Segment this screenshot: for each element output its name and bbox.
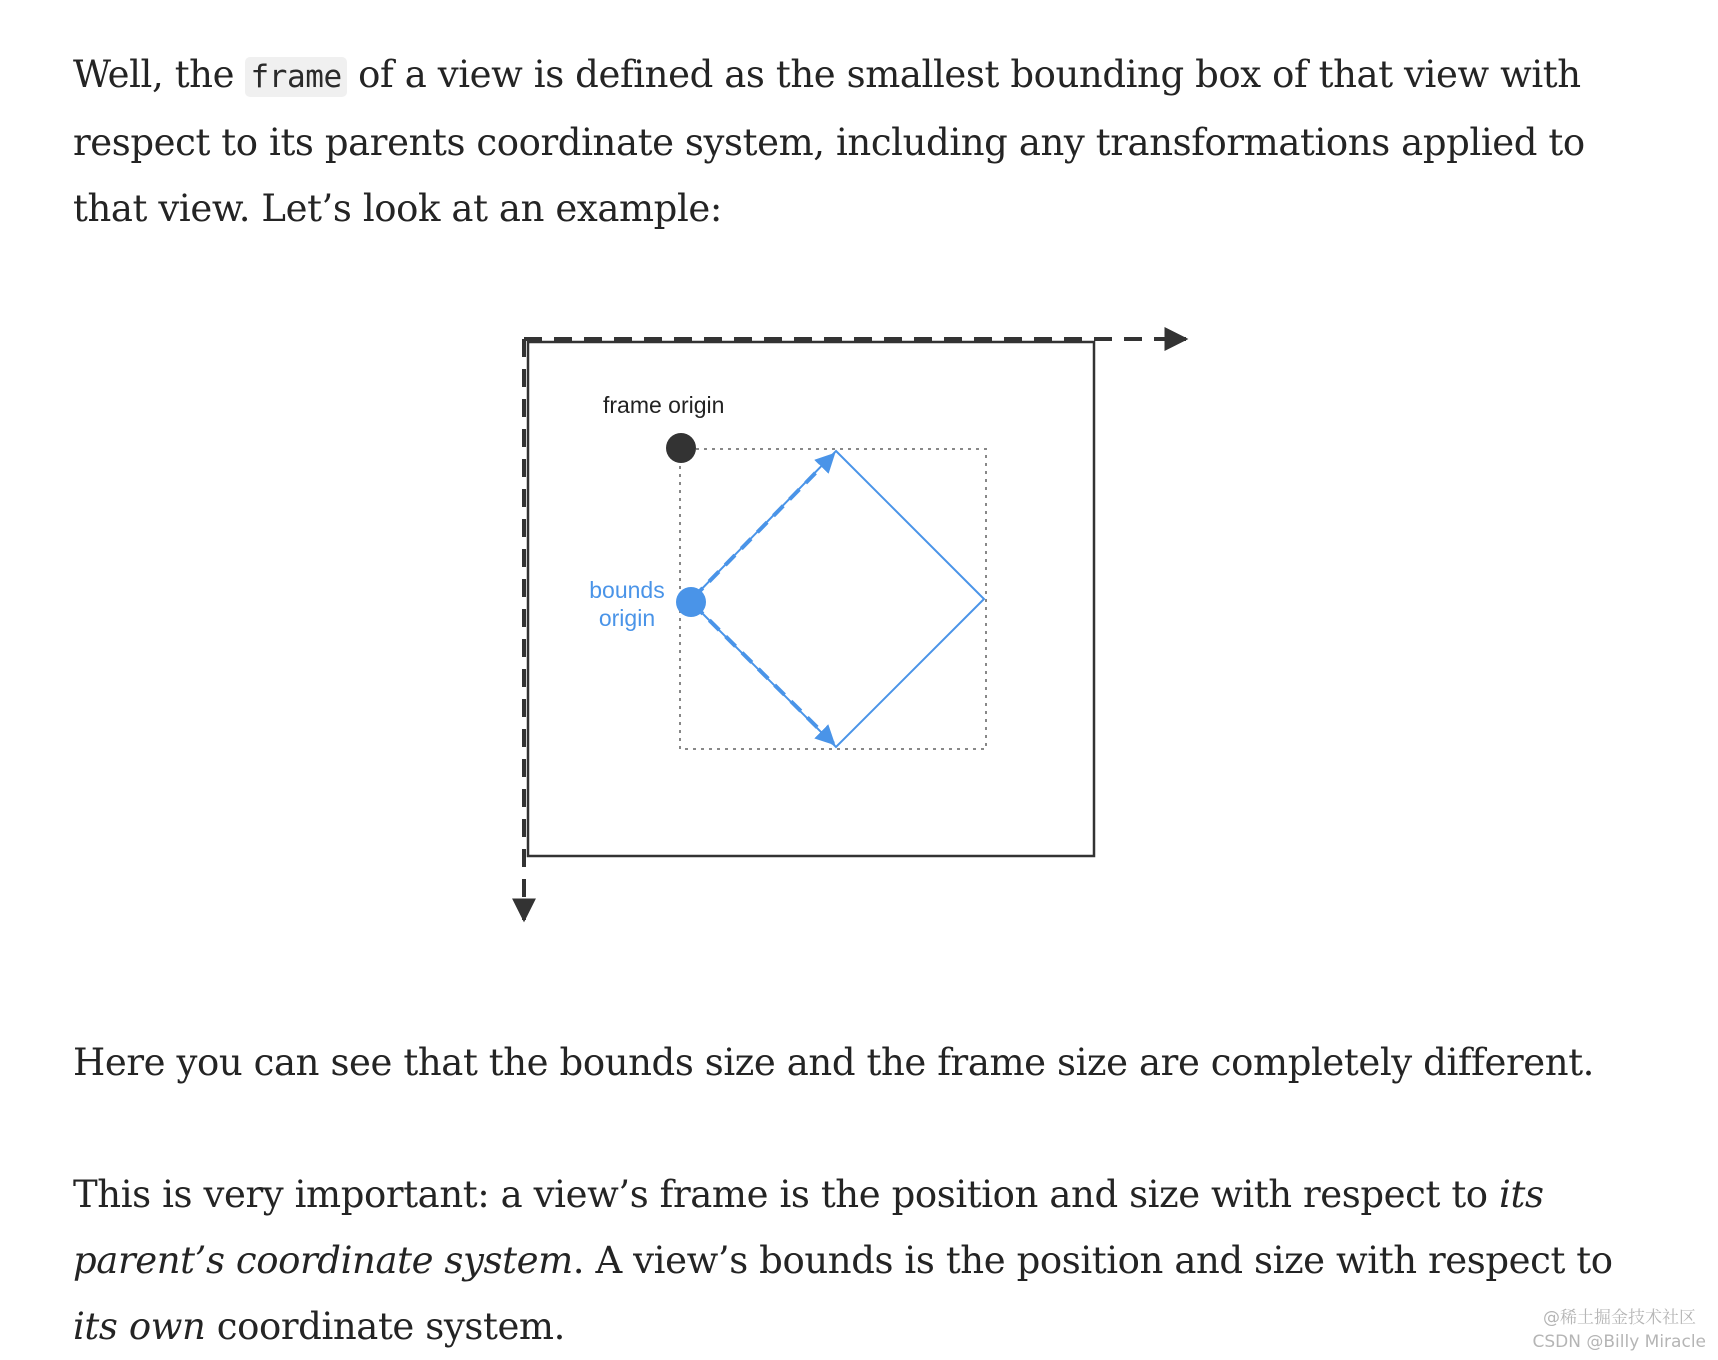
watermark-csdn: CSDN @Billy Miracle xyxy=(1532,1332,1706,1352)
inline-code-frame: frame xyxy=(245,57,346,97)
bounds-x-axis xyxy=(693,454,834,598)
importance-text-3: coordinate system. xyxy=(205,1305,565,1348)
importance-text-1: This is very important: a view’s frame is the position and size with respect to xyxy=(73,1173,1500,1216)
frame-origin-dot xyxy=(666,433,696,463)
intro-paragraph xyxy=(73,42,1663,242)
emphasis-its-own: its own xyxy=(73,1305,206,1348)
importance-paragraph xyxy=(73,1162,1663,1360)
emphasis-parent-coordinate-system: its parent’s coordinate system xyxy=(73,1173,1544,1282)
rotated-bounds-diamond xyxy=(690,451,984,747)
importance-text-2: . A view’s bounds is the position and size with respect to xyxy=(572,1239,1613,1282)
bounds-y-axis xyxy=(693,604,834,744)
frame-bounding-box xyxy=(680,449,986,749)
bounds-origin-label-line1: bounds xyxy=(589,577,665,603)
comparison-paragraph: Here you can see that the bounds size and the frame size are completely different. xyxy=(73,1041,1595,1084)
watermark-juejin: @稀土掘金技术社区 xyxy=(1543,1308,1696,1328)
frame-origin-label: frame origin xyxy=(603,392,725,418)
intro-text-end: of a view is defined as the smallest bounding box of that view with respect to its parents coordinate system, including any transformations applied to that view. Let’s look at an example: xyxy=(73,53,1585,230)
bounds-origin-dot xyxy=(676,587,706,617)
parent-view-rect xyxy=(528,342,1094,856)
intro-text-start: Well, the xyxy=(73,53,246,96)
bounds-origin-label-line2: origin xyxy=(598,605,656,631)
